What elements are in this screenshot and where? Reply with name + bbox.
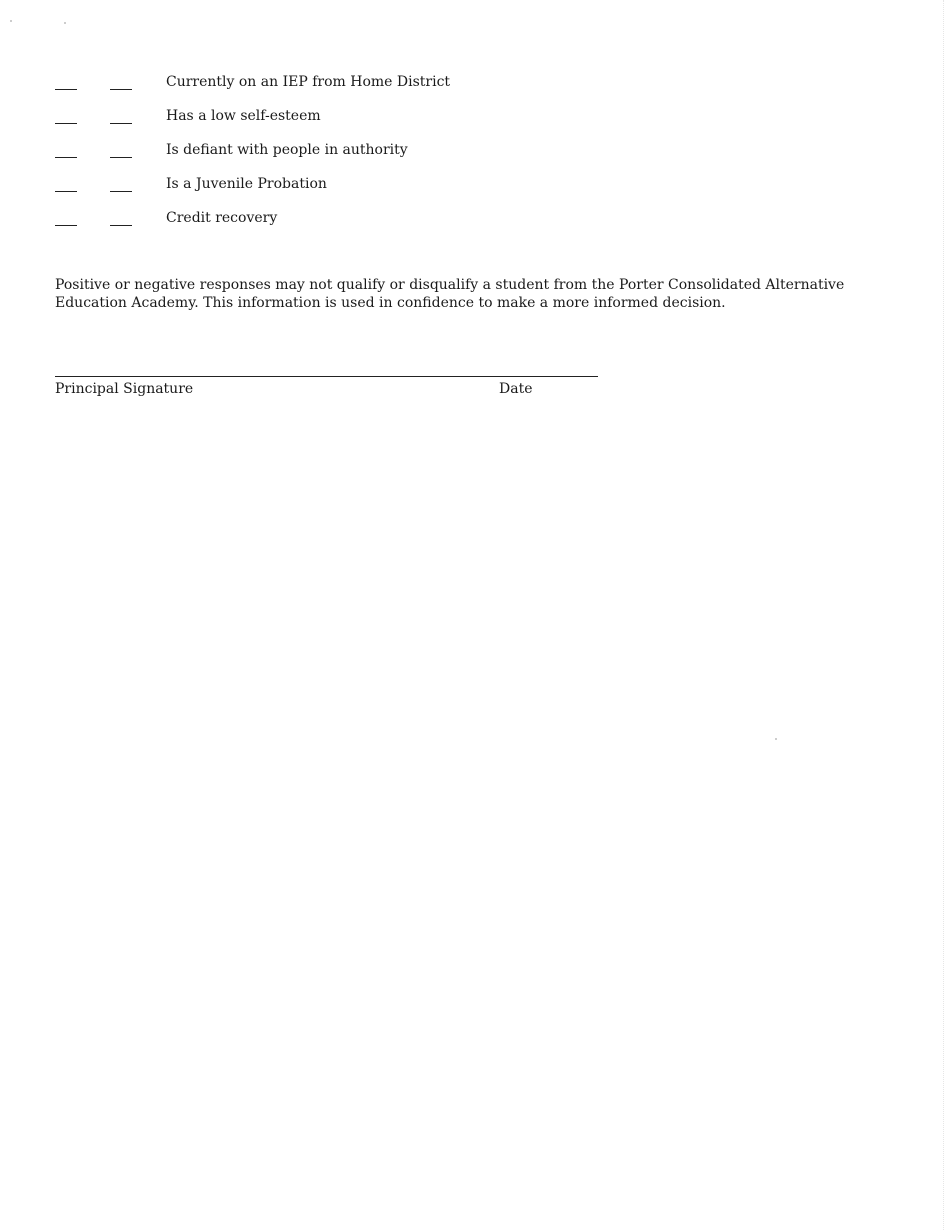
checklist-item [55, 72, 655, 106]
checklist-blank-yes [55, 225, 77, 226]
checklist-blank-no [110, 123, 132, 124]
signature-label: Principal Signature [55, 381, 194, 397]
checklist-item [55, 174, 655, 208]
scan-edge-line [943, 0, 944, 1230]
checklist-blank-yes [55, 157, 77, 158]
scan-speck [64, 22, 66, 24]
checklist-blank-no [110, 225, 132, 226]
checklist-blank-yes [55, 123, 77, 124]
checklist-item-label: Has a low self-esteem [166, 108, 321, 124]
scan-speck [10, 20, 12, 22]
date-label: Date [499, 381, 533, 397]
checklist [55, 72, 655, 242]
checklist-item-label: Credit recovery [166, 210, 278, 226]
checklist-blank-no [110, 89, 132, 90]
checklist-item [55, 140, 655, 174]
checklist-blank-no [110, 191, 132, 192]
scan-speck [775, 738, 777, 740]
checklist-item-label: Currently on an IEP from Home District [166, 74, 451, 90]
disclaimer-paragraph: Positive or negative responses may not qualify or disqualify a student from the Porter Consolidated Alternative Education Academy. This information is used in confidence to make a more informed decision. [55, 277, 845, 311]
checklist-item-label: Is a Juvenile Probation [166, 176, 327, 192]
checklist-blank-yes [55, 191, 77, 192]
checklist-blank-no [110, 157, 132, 158]
checklist-blank-yes [55, 89, 77, 90]
checklist-item [55, 106, 655, 140]
checklist-item [55, 208, 655, 242]
signature-line [55, 376, 598, 377]
checklist-item-label: Is defiant with people in authority [166, 142, 408, 158]
